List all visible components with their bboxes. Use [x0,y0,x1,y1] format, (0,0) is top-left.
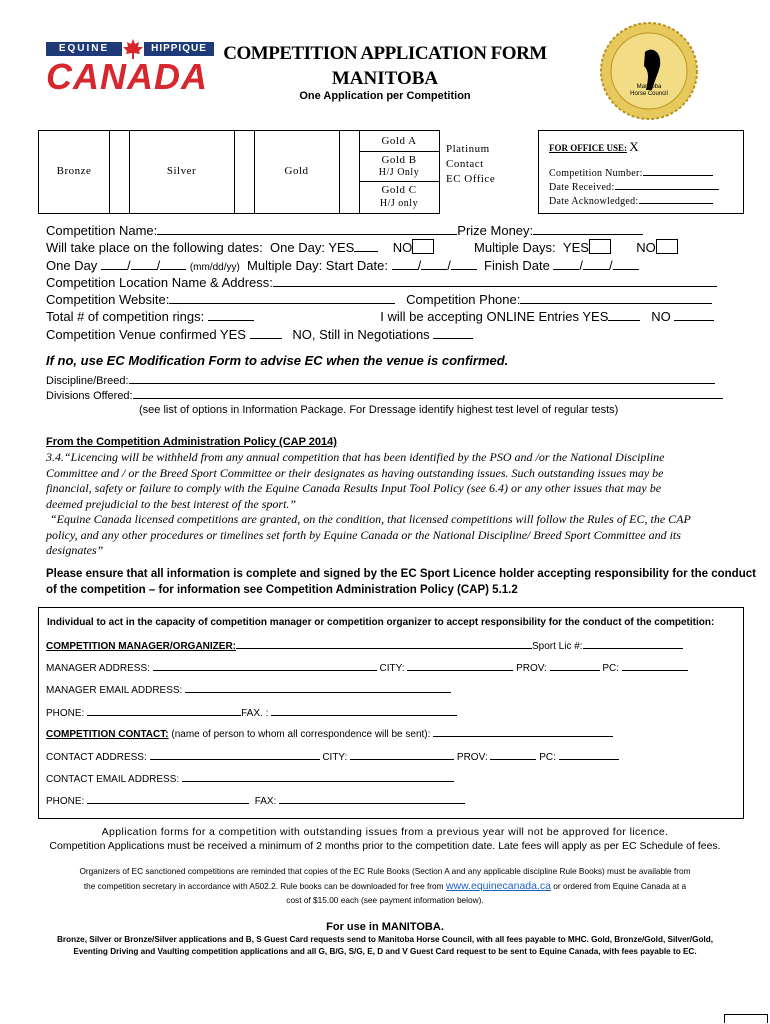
contact-pc-field[interactable] [559,749,619,760]
manager-city-field[interactable] [407,660,513,671]
location-label: Competition Location Name & Address: [46,275,273,290]
rings-field[interactable] [208,308,254,321]
one-day-no-label: NO [392,240,413,255]
platinum-office: EC Office [446,173,496,185]
rings-label: Total # of competition rings: [46,309,205,324]
policy-p1-line: Committee and / or the Breed Sport Committee or their designates as having outstanding issues. Such outstanding issues may be [46,465,664,480]
competition-name-field[interactable] [157,222,457,235]
website-field[interactable] [169,291,395,304]
manager-label: COMPETITION MANAGER/ORGANIZER: [46,641,236,652]
level-gold-a[interactable]: Gold A [381,135,417,147]
policy-heading: From the Competition Administration Policy (CAP 2014) [46,436,337,448]
seal-icon [600,22,698,120]
finish-mm[interactable] [553,257,579,270]
venue-confirmed-label: Competition Venue confirmed YES [46,327,246,342]
level-bronze[interactable]: Bronze [56,165,92,177]
start-dd[interactable] [421,257,447,270]
multiple-days-yes-checkbox[interactable] [589,239,611,254]
level-gold-b[interactable]: Gold B [381,154,417,166]
level-gold[interactable]: Gold [284,165,309,177]
venue-yes-field[interactable] [250,326,282,339]
contact-email-field[interactable] [182,771,454,782]
manitoba-horse-council-seal [600,22,698,120]
office-use-mark: X [629,139,639,154]
start-mm[interactable] [392,257,418,270]
contact-email-label: CONTACT EMAIL ADDRESS: [46,774,180,785]
website-label: Competition Website: [46,292,170,307]
footer-note-3: Organizers of EC sanctioned competitions are reminded that copies of the EC Rule Books (Section A and any applicable discipline Rule Books) must be available from [79,866,691,876]
form-subtitle: One Application per Competition [299,90,471,102]
modification-note: If no, use EC Modification Form to advise EC when the venue is confirmed. [46,353,509,368]
footer-note-1: Application forms for a competition with outstanding issues from a previous year will not be approved for licence. [101,826,669,838]
competition-number-field[interactable] [643,166,713,176]
policy-p2-line: designates” [46,543,104,557]
contact-city-label: CITY: [322,752,348,763]
contact-fax-field[interactable] [279,793,465,804]
policy-paragraph-1 [46,450,691,559]
policy-p1-line: financial, safety or failure to comply with the Equine Canada Results Input Tool Policy (see 6.4) or any other issues that may be [46,481,662,495]
footer-note-2: Competition Applications must be received a minimum of 2 months prior to the competition date. Late fees will apply as per EC Schedule of fees. [49,840,721,852]
manager-prov-field[interactable] [550,660,600,671]
footer-note-4a: the competition secretary in accordance with A502.2. Rule books can be downloaded for free from [83,881,444,891]
finish-dd[interactable] [583,257,609,270]
divisions-note: (see list of options in Information Package. For Dressage identify highest test level of regular tests) [139,404,619,416]
manager-email-label: MANAGER EMAIL ADDRESS: [46,685,183,696]
logo-canada: CANADA [46,56,208,97]
online-yes-field[interactable] [608,308,640,321]
page-corner-mark [724,1014,768,1023]
date-received-field[interactable] [615,180,719,190]
date-received-label: Date Received: [549,182,615,193]
multiple-days-no-label: NO [636,240,656,255]
one-day-mm[interactable] [101,257,127,270]
online-entries-label: I will be accepting ONLINE Entries YES [380,309,609,324]
divisions-label: Divisions Offered: [46,390,133,402]
prize-money-field[interactable] [533,222,643,235]
contact-prov-label: PROV: [456,752,488,763]
divisions-field[interactable] [133,388,723,399]
logo-hippique: HIPPIQUE [144,42,214,56]
one-day-yy[interactable] [160,257,186,270]
policy-p1-line: 3.4.“Licencing will be withheld from any annual competition that has been identified by the PSO and /or the National Discipline [46,450,665,464]
manitoba-use-heading: For use in MANITOBA. [326,921,444,933]
location-field[interactable] [273,274,717,287]
multiple-days-no-checkbox[interactable] [656,239,678,254]
logo-equine: EQUINE [46,42,122,56]
submission-note-2: Eventing Driving and Vaulting competition applications and all G, B/G, S/G, E, D and V Guest Card request to be sent to Equine Canada, with fees payable to EC. [73,947,697,956]
competition-phone-label: Competition Phone: [406,292,521,307]
contact-city-field[interactable] [350,749,454,760]
sport-lic-field[interactable] [583,638,683,649]
ensure-line: Please ensure that all information is complete and signed by the EC Sport Licence holder accepting responsibility for the conduct [46,568,756,580]
contact-field[interactable] [433,726,613,737]
level-gold-c-note: H/J only [379,198,419,209]
one-day-yes-label: One Day: YES [270,240,355,255]
contact-phone-field[interactable] [87,793,249,804]
ensure-note [46,567,756,598]
start-yy[interactable] [451,257,477,270]
platinum-contact: Contact [446,158,484,170]
office-use-label: FOR OFFICE USE: [549,143,628,153]
date-ack-field[interactable] [639,194,713,204]
level-table [38,130,440,214]
contact-prov-field[interactable] [490,749,536,760]
contact-fax-label: FAX: [254,796,277,807]
contact-phone-label: PHONE: [46,796,85,807]
policy-p2-line: policy, and any other procedures or timelines set forth by Equine Canada or the National Discipline/ Breed Sport Committee and its [46,527,681,542]
discipline-field[interactable] [129,373,715,384]
level-gold-b-note: H/J Only [378,167,420,178]
manager-fax-field[interactable] [271,705,457,716]
venue-no-label: NO, Still in Negotiations [292,327,430,342]
manager-address-field[interactable] [153,660,377,671]
one-day-dd[interactable] [131,257,157,270]
office-use-box [538,130,744,214]
discipline-label: Discipline/Breed: [46,375,129,387]
manager-email-field[interactable] [185,682,451,693]
manager-phone-label: PHONE: [46,708,85,719]
competition-number-label: Competition Number: [549,168,643,179]
online-no-field[interactable] [674,308,714,321]
manager-address-label: MANAGER ADDRESS: [46,663,150,674]
one-day-date-label: One Day [46,258,98,273]
contact-note: (name of person to whom all correspondence will be sent): [171,729,431,740]
footer-note-4b: or ordered from Equine Canada at a [553,881,687,891]
manager-pc-label: PC: [602,663,620,674]
multi-start-label: Multiple Day: Start Date: [247,258,388,273]
prize-money-label: Prize Money: [457,223,534,238]
contact-address-field[interactable] [150,749,320,760]
competition-phone-field[interactable] [520,291,712,304]
seal-text-1: Manitoba [636,84,662,90]
multiple-days-yes-label: YES [562,240,589,255]
manager-city-label: CITY: [379,663,405,674]
contact-intro: Individual to act in the capacity of competition manager or competition organizer to accept responsibility for the conduct of the competition: [47,617,715,628]
manager-field[interactable] [236,638,532,649]
manager-pc-field[interactable] [622,660,688,671]
submission-note-1: Bronze, Silver or Bronze/Silver applications and B, S Guest Card requests send to Manitoba Horse Council, with all fees payable to MHC. Gold, Bronze/Gold, Silver/Gold, [56,935,714,944]
one-day-yes-field[interactable] [354,239,378,252]
platinum-label: Platinum [446,143,490,155]
date-format-hint: (mm/dd/yy) [189,262,240,273]
sport-lic-label: Sport Lic #: [532,641,583,652]
dates-question: Will take place on the following dates: [46,240,263,255]
form-title-province: MANITOBA [331,68,439,89]
finish-yy[interactable] [613,257,639,270]
manager-phone-field[interactable] [87,705,241,716]
seal-text-2: Horse Council [630,91,668,97]
equinecanada-link[interactable]: www.equinecanada.ca [445,880,551,892]
footer-note-5: cost of $15.00 each (see payment information below). [286,895,484,905]
contact-label: COMPETITION CONTACT: [46,729,169,740]
level-silver[interactable]: Silver [166,165,197,177]
policy-p1-line: deemed prejudicial to the best interest of the sport.” [46,496,297,511]
equine-canada-logo [46,38,214,96]
level-platinum[interactable] [446,142,495,187]
level-gold-c[interactable]: Gold C [381,184,417,196]
form-title: COMPETITION APPLICATION FORM [223,43,547,64]
finish-date-label: Finish Date [484,258,550,273]
contact-address-label: CONTACT ADDRESS: [46,752,147,763]
venue-no-field[interactable] [433,326,473,339]
ensure-line: of the competition – for information see Competition Administration Policy (CAP) 5.1.2 [46,583,518,596]
one-day-no-checkbox[interactable] [412,239,434,254]
competition-name-label: Competition Name: [46,223,158,238]
policy-p2-line: “Equine Canada licensed competitions are granted, on the condition, that licensed competitions will follow the Rules of EC, the CAP [50,512,691,526]
date-ack-label: Date Acknowledged: [549,196,639,207]
footer-note-4 [0,880,770,892]
multiple-days-label: Multiple Days: [474,240,556,255]
manager-fax-label: FAX. : [241,708,269,719]
manager-prov-label: PROV: [516,663,547,674]
contact-pc-label: PC: [539,752,556,763]
online-no-label: NO [651,309,671,324]
